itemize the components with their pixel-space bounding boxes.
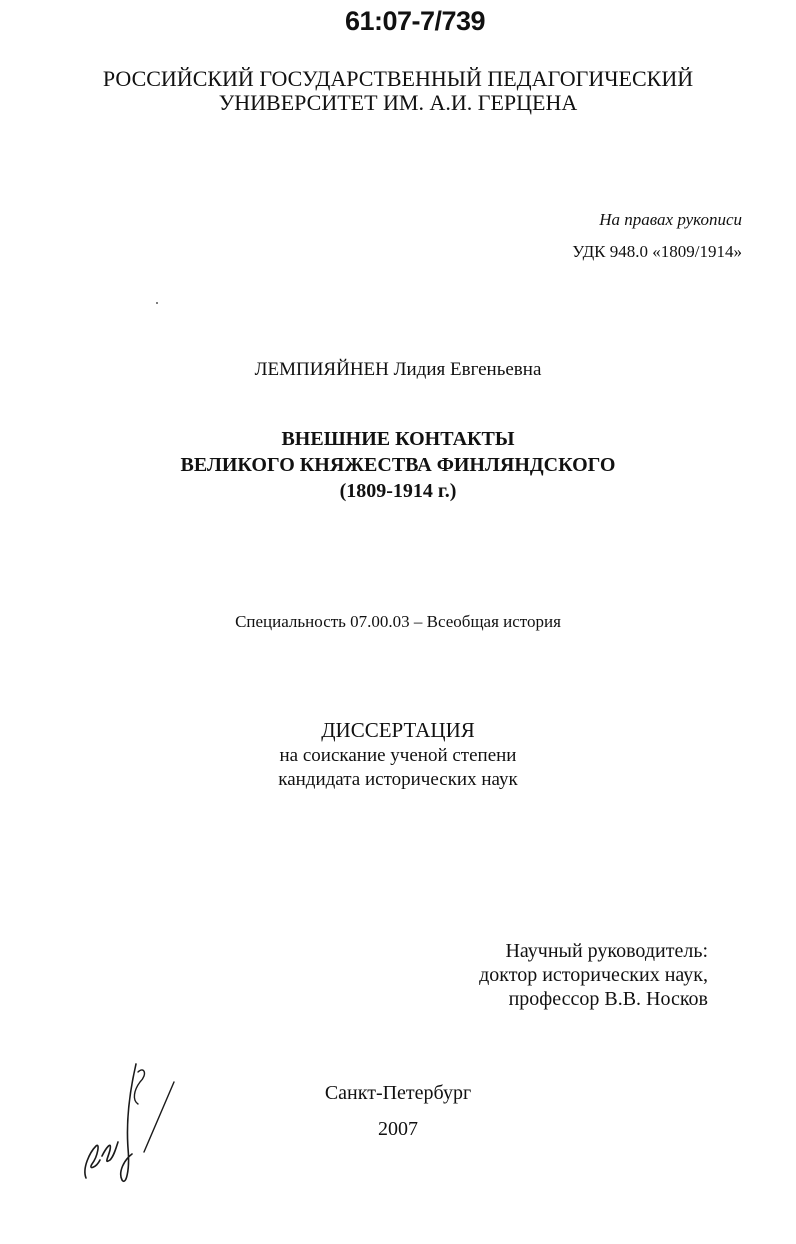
author-name: ЛЕМПИЯЙНЕН Лидия Евгеньевна	[254, 359, 542, 380]
catalog-stamp: 61:07-7/739	[344, 6, 486, 36]
specialty-line: Специальность 07.00.03 – Всеобщая история	[235, 612, 561, 631]
scan-speck	[156, 302, 158, 304]
thesis-title-line-2: ВЕЛИКОГО КНЯЖЕСТВА ФИНЛЯНДСКОГО	[180, 454, 616, 476]
city: Санкт-Петербург	[324, 1082, 472, 1104]
degree-line-1: на соискание ученой степени	[279, 745, 517, 766]
handwritten-signature	[78, 1060, 188, 1190]
supervisor-degree: доктор исторических наук,	[479, 964, 708, 986]
university-name-line-2: УНИВЕРСИТЕТ ИМ. А.И. ГЕРЦЕНА	[218, 90, 578, 115]
university-name-line-1: РОССИЙСКИЙ ГОСУДАРСТВЕННЫЙ ПЕДАГОГИЧЕСКИЙ	[102, 66, 694, 91]
thesis-title-line-3: (1809-1914 г.)	[339, 480, 457, 502]
udc-code: УДК 948.0 «1809/1914»	[572, 242, 742, 261]
degree-line-2: кандидата исторических наук	[278, 769, 518, 790]
dissertation-heading: ДИССЕРТАЦИЯ	[321, 718, 475, 742]
year: 2007	[378, 1118, 418, 1140]
manuscript-rights-note: На правах рукописи	[599, 210, 742, 229]
supervisor-name: профессор В.В. Носков	[508, 988, 708, 1010]
thesis-title-line-1: ВНЕШНИЕ КОНТАКТЫ	[281, 428, 515, 450]
supervisor-label: Научный руководитель:	[505, 940, 708, 962]
